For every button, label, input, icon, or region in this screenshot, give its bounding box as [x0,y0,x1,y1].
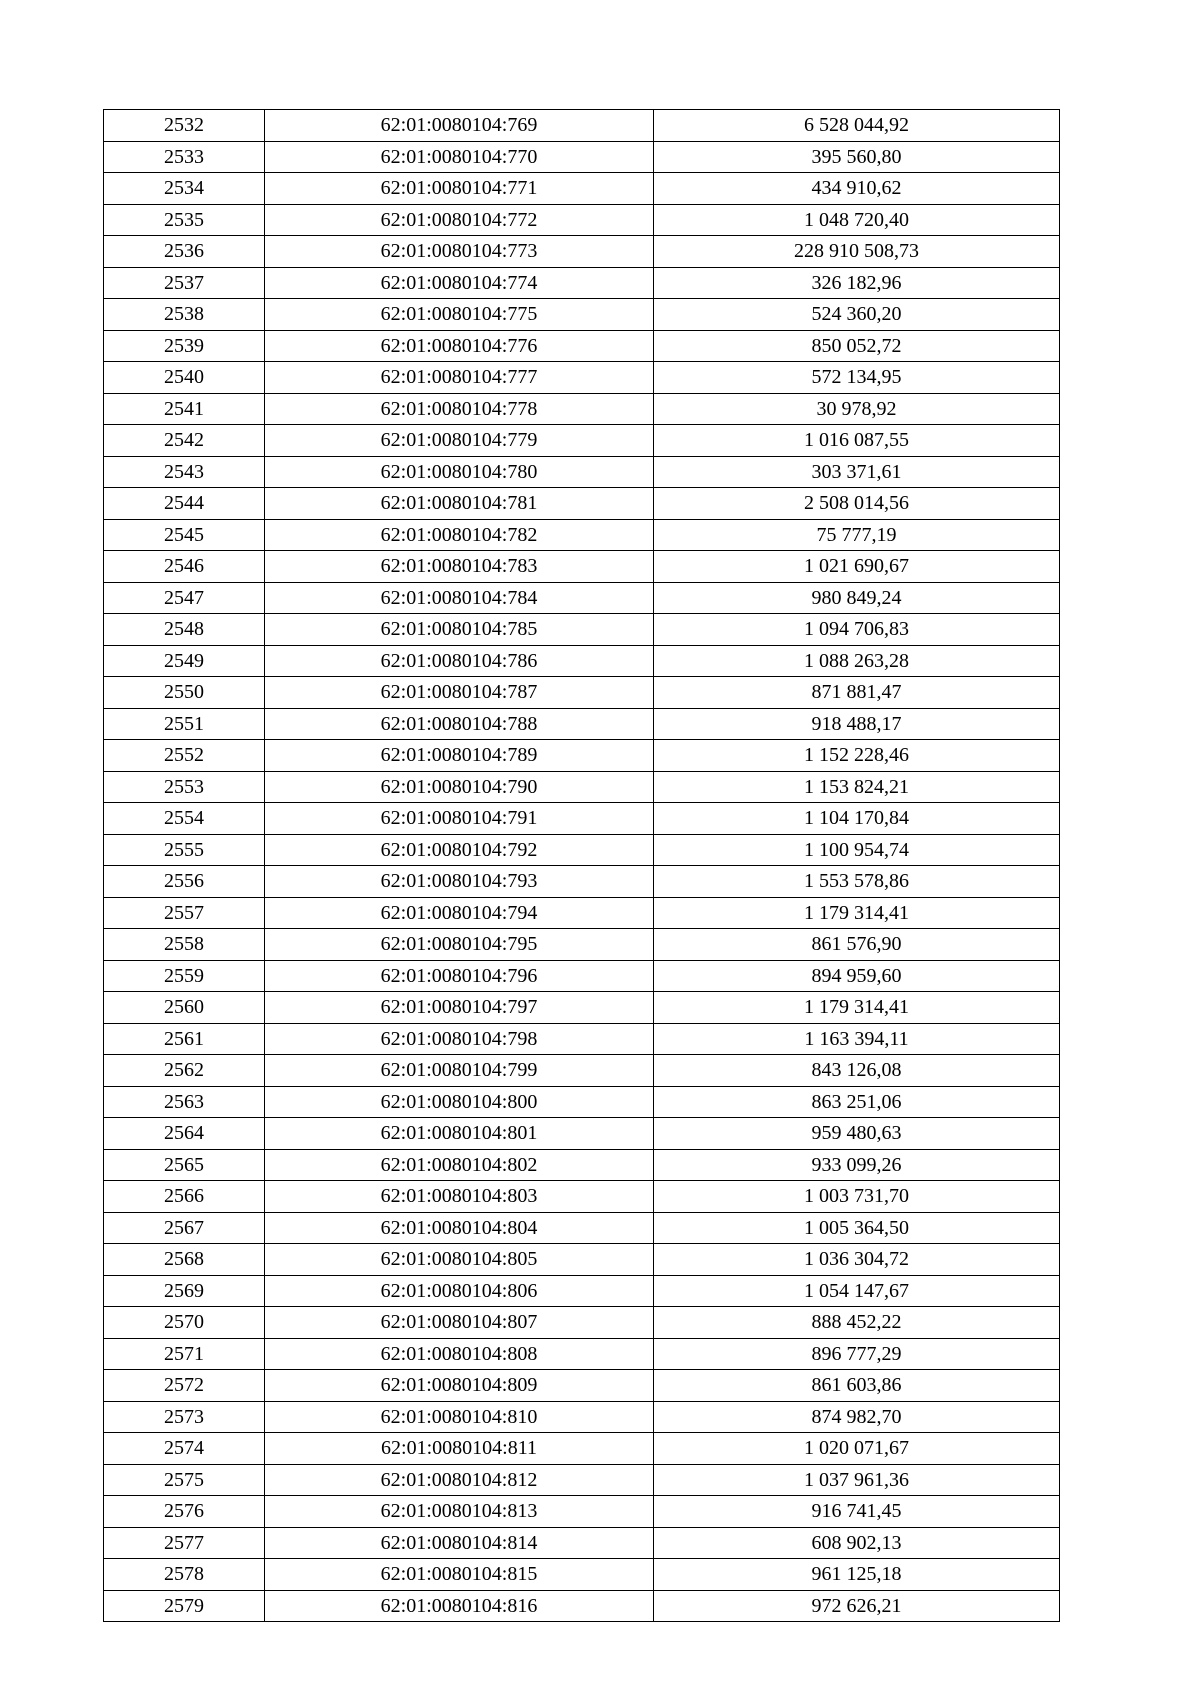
cadastral-value-cell: 1 054 147,67 [654,1275,1060,1307]
table-row [104,771,1060,803]
table-row [104,1149,1060,1181]
cadastral-value-cell: 1 005 364,50 [654,1212,1060,1244]
row-number-cell: 2541 [104,393,265,425]
table-row [104,519,1060,551]
row-number-cell: 2561 [104,1023,265,1055]
cadastral-number-cell: 62:01:0080104:810 [265,1401,654,1433]
cadastral-number-cell: 62:01:0080104:801 [265,1118,654,1150]
row-number-cell: 2558 [104,929,265,961]
cadastral-number-cell: 62:01:0080104:785 [265,614,654,646]
row-number-cell: 2571 [104,1338,265,1370]
table-row [104,1370,1060,1402]
table-row [104,897,1060,929]
cadastral-value-cell: 916 741,45 [654,1496,1060,1528]
table-row [104,645,1060,677]
row-number-cell: 2566 [104,1181,265,1213]
row-number-cell: 2560 [104,992,265,1024]
table-row [104,803,1060,835]
cadastral-number-cell: 62:01:0080104:775 [265,299,654,331]
row-number-cell: 2577 [104,1527,265,1559]
cadastral-number-cell: 62:01:0080104:813 [265,1496,654,1528]
table-row [104,929,1060,961]
cadastral-value-cell: 843 126,08 [654,1055,1060,1087]
cadastral-number-cell: 62:01:0080104:788 [265,708,654,740]
cadastral-number-cell: 62:01:0080104:789 [265,740,654,772]
cadastral-value-cell: 896 777,29 [654,1338,1060,1370]
cadastral-value-cell: 850 052,72 [654,330,1060,362]
cadastral-number-cell: 62:01:0080104:798 [265,1023,654,1055]
row-number-cell: 2559 [104,960,265,992]
table-row [104,1055,1060,1087]
cadastral-number-cell: 62:01:0080104:786 [265,645,654,677]
cadastral-value-cell: 1 152 228,46 [654,740,1060,772]
cadastral-value-cell: 524 360,20 [654,299,1060,331]
cadastral-value-cell: 434 910,62 [654,173,1060,205]
row-number-cell: 2565 [104,1149,265,1181]
cadastral-value-cell: 961 125,18 [654,1559,1060,1591]
row-number-cell: 2562 [104,1055,265,1087]
cadastral-value-cell: 933 099,26 [654,1149,1060,1181]
row-number-cell: 2563 [104,1086,265,1118]
table-row [104,1181,1060,1213]
row-number-cell: 2548 [104,614,265,646]
row-number-cell: 2537 [104,267,265,299]
cadastral-value-cell: 980 849,24 [654,582,1060,614]
table-row [104,866,1060,898]
row-number-cell: 2555 [104,834,265,866]
cadastral-number-cell: 62:01:0080104:800 [265,1086,654,1118]
cadastral-value-cell: 972 626,21 [654,1590,1060,1622]
row-number-cell: 2579 [104,1590,265,1622]
table-row [104,740,1060,772]
cadastral-value-cell: 1 179 314,41 [654,992,1060,1024]
table-row [104,1086,1060,1118]
row-number-cell: 2570 [104,1307,265,1339]
table-row [104,1118,1060,1150]
row-number-cell: 2557 [104,897,265,929]
table-row [104,960,1060,992]
row-number-cell: 2542 [104,425,265,457]
cadastral-value-cell: 30 978,92 [654,393,1060,425]
cadastral-number-cell: 62:01:0080104:781 [265,488,654,520]
cadastral-value-cell: 1 036 304,72 [654,1244,1060,1276]
table-row [104,1401,1060,1433]
cadastral-value-cell: 75 777,19 [654,519,1060,551]
cadastral-number-cell: 62:01:0080104:769 [265,110,654,142]
cadastral-value-cell: 1 021 690,67 [654,551,1060,583]
cadastral-number-cell: 62:01:0080104:815 [265,1559,654,1591]
cadastral-value-cell: 1 100 954,74 [654,834,1060,866]
row-number-cell: 2533 [104,141,265,173]
row-number-cell: 2551 [104,708,265,740]
row-number-cell: 2535 [104,204,265,236]
cadastral-value-cell: 1 048 720,40 [654,204,1060,236]
cadastral-number-cell: 62:01:0080104:774 [265,267,654,299]
cadastral-number-cell: 62:01:0080104:802 [265,1149,654,1181]
cadastral-number-cell: 62:01:0080104:812 [265,1464,654,1496]
row-number-cell: 2576 [104,1496,265,1528]
table-row [104,204,1060,236]
cadastral-value-cell: 6 528 044,92 [654,110,1060,142]
cadastral-number-cell: 62:01:0080104:772 [265,204,654,236]
cadastral-value-cell: 874 982,70 [654,1401,1060,1433]
row-number-cell: 2544 [104,488,265,520]
cadastral-number-cell: 62:01:0080104:804 [265,1212,654,1244]
row-number-cell: 2550 [104,677,265,709]
cadastral-number-cell: 62:01:0080104:806 [265,1275,654,1307]
table-row [104,362,1060,394]
cadastral-number-cell: 62:01:0080104:778 [265,393,654,425]
table-row [104,551,1060,583]
row-number-cell: 2543 [104,456,265,488]
row-number-cell: 2538 [104,299,265,331]
cadastral-value-table [103,109,1060,1622]
table-row [104,834,1060,866]
cadastral-value-cell: 1 104 170,84 [654,803,1060,835]
cadastral-number-cell: 62:01:0080104:790 [265,771,654,803]
table-row [104,393,1060,425]
table-row [104,1527,1060,1559]
cadastral-number-cell: 62:01:0080104:797 [265,992,654,1024]
cadastral-number-cell: 62:01:0080104:799 [265,1055,654,1087]
row-number-cell: 2575 [104,1464,265,1496]
row-number-cell: 2574 [104,1433,265,1465]
table-row [104,1590,1060,1622]
row-number-cell: 2556 [104,866,265,898]
cadastral-number-cell: 62:01:0080104:807 [265,1307,654,1339]
row-number-cell: 2554 [104,803,265,835]
row-number-cell: 2568 [104,1244,265,1276]
cadastral-value-cell: 1 088 263,28 [654,645,1060,677]
table-row [104,1244,1060,1276]
table-row [104,110,1060,142]
table-row [104,456,1060,488]
row-number-cell: 2578 [104,1559,265,1591]
row-number-cell: 2569 [104,1275,265,1307]
table-row [104,1464,1060,1496]
row-number-cell: 2573 [104,1401,265,1433]
cadastral-number-cell: 62:01:0080104:791 [265,803,654,835]
cadastral-value-cell: 608 902,13 [654,1527,1060,1559]
cadastral-number-cell: 62:01:0080104:783 [265,551,654,583]
row-number-cell: 2567 [104,1212,265,1244]
cadastral-number-cell: 62:01:0080104:777 [265,362,654,394]
cadastral-number-cell: 62:01:0080104:809 [265,1370,654,1402]
row-number-cell: 2552 [104,740,265,772]
table-row [104,614,1060,646]
table-row [104,1496,1060,1528]
cadastral-value-cell: 1 163 394,11 [654,1023,1060,1055]
cadastral-number-cell: 62:01:0080104:811 [265,1433,654,1465]
table-row [104,677,1060,709]
row-number-cell: 2536 [104,236,265,268]
row-number-cell: 2564 [104,1118,265,1150]
table-row [104,1433,1060,1465]
cadastral-number-cell: 62:01:0080104:787 [265,677,654,709]
table-row [104,582,1060,614]
cadastral-value-cell: 1 020 071,67 [654,1433,1060,1465]
cadastral-value-cell: 861 576,90 [654,929,1060,961]
cadastral-number-cell: 62:01:0080104:795 [265,929,654,961]
cadastral-value-cell: 1 553 578,86 [654,866,1060,898]
table-row [104,1023,1060,1055]
cadastral-value-cell: 861 603,86 [654,1370,1060,1402]
table-row [104,708,1060,740]
cadastral-value-cell: 871 881,47 [654,677,1060,709]
table-row [104,236,1060,268]
table-row [104,1307,1060,1339]
table-row [104,141,1060,173]
cadastral-number-cell: 62:01:0080104:814 [265,1527,654,1559]
cadastral-value-cell: 894 959,60 [654,960,1060,992]
cadastral-value-cell: 1 094 706,83 [654,614,1060,646]
row-number-cell: 2553 [104,771,265,803]
cadastral-number-cell: 62:01:0080104:782 [265,519,654,551]
cadastral-value-cell: 1 037 961,36 [654,1464,1060,1496]
cadastral-value-cell: 1 153 824,21 [654,771,1060,803]
cadastral-value-cell: 1 179 314,41 [654,897,1060,929]
cadastral-value-cell: 228 910 508,73 [654,236,1060,268]
table-body [104,110,1060,1622]
table-row [104,173,1060,205]
table-row [104,992,1060,1024]
cadastral-value-cell: 888 452,22 [654,1307,1060,1339]
table-row [104,1275,1060,1307]
cadastral-number-cell: 62:01:0080104:805 [265,1244,654,1276]
row-number-cell: 2545 [104,519,265,551]
cadastral-number-cell: 62:01:0080104:793 [265,866,654,898]
cadastral-number-cell: 62:01:0080104:808 [265,1338,654,1370]
table-row [104,1338,1060,1370]
table-row [104,330,1060,362]
table-row [104,425,1060,457]
cadastral-number-cell: 62:01:0080104:779 [265,425,654,457]
table-row [104,1212,1060,1244]
cadastral-value-cell: 1 016 087,55 [654,425,1060,457]
cadastral-value-cell: 863 251,06 [654,1086,1060,1118]
table-row [104,1559,1060,1591]
cadastral-number-cell: 62:01:0080104:794 [265,897,654,929]
cadastral-number-cell: 62:01:0080104:792 [265,834,654,866]
row-number-cell: 2549 [104,645,265,677]
cadastral-number-cell: 62:01:0080104:796 [265,960,654,992]
row-number-cell: 2532 [104,110,265,142]
table-row [104,299,1060,331]
row-number-cell: 2546 [104,551,265,583]
table-row [104,267,1060,299]
cadastral-value-cell: 572 134,95 [654,362,1060,394]
cadastral-number-cell: 62:01:0080104:770 [265,141,654,173]
cadastral-value-cell: 959 480,63 [654,1118,1060,1150]
row-number-cell: 2539 [104,330,265,362]
cadastral-number-cell: 62:01:0080104:784 [265,582,654,614]
cadastral-number-cell: 62:01:0080104:803 [265,1181,654,1213]
cadastral-number-cell: 62:01:0080104:780 [265,456,654,488]
cadastral-value-cell: 303 371,61 [654,456,1060,488]
cadastral-value-cell: 918 488,17 [654,708,1060,740]
cadastral-number-cell: 62:01:0080104:776 [265,330,654,362]
cadastral-number-cell: 62:01:0080104:771 [265,173,654,205]
row-number-cell: 2534 [104,173,265,205]
cadastral-value-cell: 326 182,96 [654,267,1060,299]
row-number-cell: 2540 [104,362,265,394]
row-number-cell: 2547 [104,582,265,614]
cadastral-value-cell: 2 508 014,56 [654,488,1060,520]
cadastral-value-cell: 1 003 731,70 [654,1181,1060,1213]
row-number-cell: 2572 [104,1370,265,1402]
cadastral-number-cell: 62:01:0080104:816 [265,1590,654,1622]
cadastral-value-cell: 395 560,80 [654,141,1060,173]
cadastral-number-cell: 62:01:0080104:773 [265,236,654,268]
table-row [104,488,1060,520]
